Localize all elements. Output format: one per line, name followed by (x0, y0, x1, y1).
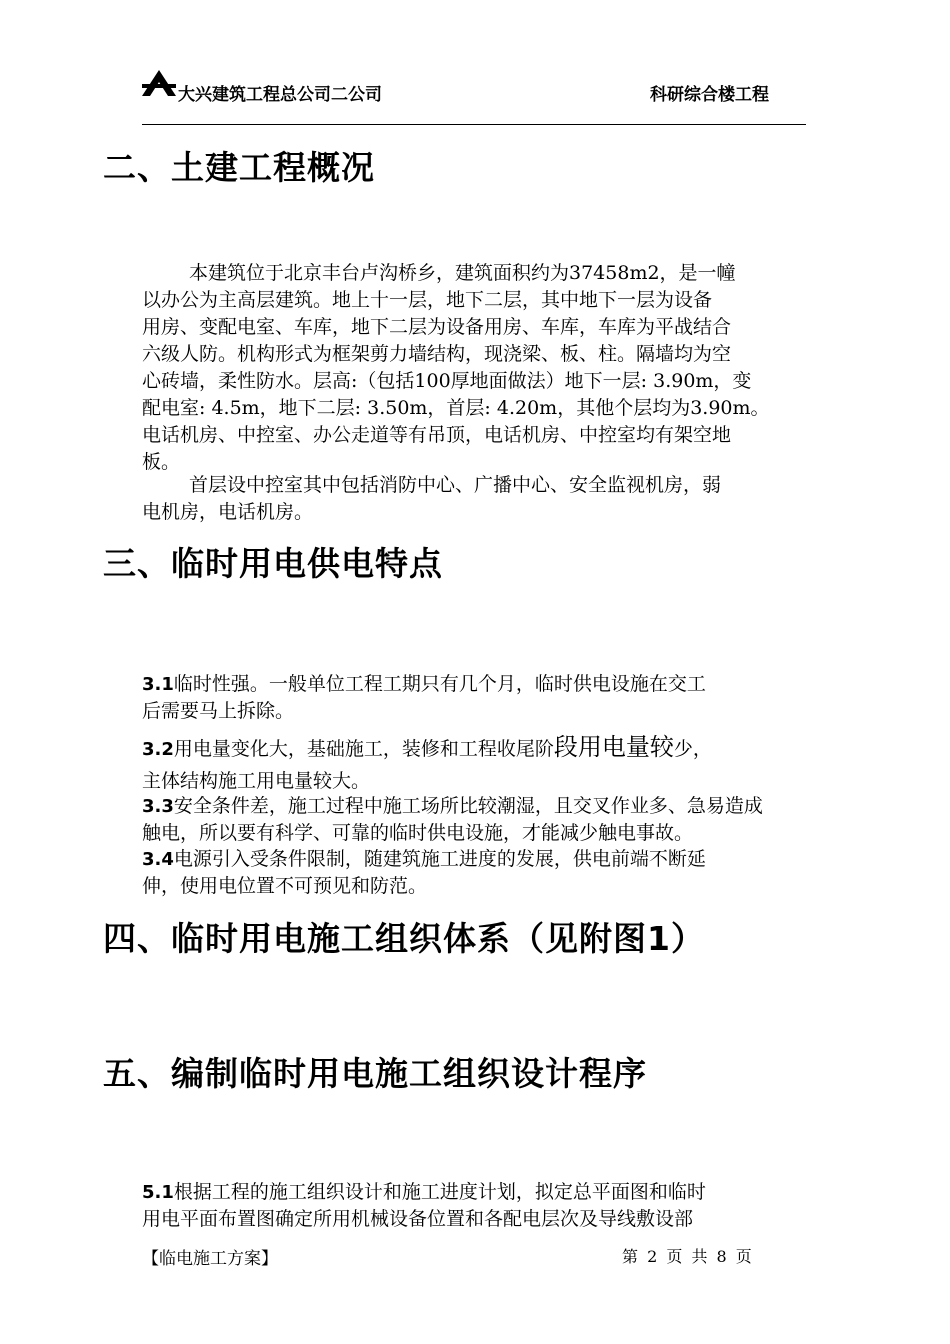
item-number: 3.2 (142, 739, 174, 760)
paragraph-line: 以办公为主高层建筑。地上十一层，地下二层，其中地下一层为设备 (142, 289, 713, 311)
section-heading-5: 五、编制临时用电施工组织设计程序 (103, 1054, 647, 1093)
section-heading-2: 二、土建工程概况 (103, 148, 375, 187)
item-text: 安全条件差，施工过程中施工场所比较潮湿，且交叉作业多、急易造成 (173, 795, 763, 817)
item-text: 用电平面布置图确定所用机械设备位置和各配电层次及导线敷设部 (142, 1208, 694, 1230)
item-number: 3.4 (142, 849, 174, 870)
company-name: 大兴建筑工程总公司二公司 (178, 85, 382, 105)
paragraph-line: 用房、变配电室、车库，地下二层为设备用房、车库，车库为平战结合 (142, 316, 732, 338)
item-text: 主体结构施工用电量较大。 (142, 770, 371, 792)
item-text: 触电，所以要有科学、可靠的临时供电设施，才能减少触电事故。 (142, 822, 694, 844)
item-number: 3.1 (142, 674, 174, 695)
item-text: 电源引入受条件限制，随建筑施工进度的发展，供电前端不断延 (173, 848, 706, 870)
paragraph-line: 配电室: 4.5m，地下二层: 3.50m，首层: 4.20m，其他个层均为3.90m。 (142, 397, 770, 419)
item-text: 根据工程的施工组织设计和施工进度计划，拟定总平面图和临时 (173, 1181, 706, 1203)
item-5-1 (142, 1179, 806, 1233)
item-number: 5.1 (142, 1182, 174, 1203)
item-3-1 (142, 671, 806, 725)
item-text: 少， (673, 738, 712, 760)
item-3-4 (142, 846, 806, 900)
item-text-large: 段用电量较 (553, 733, 674, 761)
item-text: 临时性强。一般单位工程工期只有几个月，临时供电设施在交工 (173, 673, 706, 695)
footer-page-number: 第 2 页 共 8 页 (622, 1247, 752, 1266)
paragraph-line: 板。 (142, 451, 181, 473)
paragraph-line: 六级人防。机构形式为框架剪力墙结构，现浇梁、板、柱。隔墙均为空 (142, 343, 732, 365)
section-2-paragraph-1 (142, 260, 806, 476)
item-text: 用电量变化大，基础施工，装修和工程收尾阶 (173, 738, 554, 760)
paragraph-line: 电机房，电话机房。 (142, 501, 314, 523)
paragraph-line: 电话机房、中控室、办公走道等有吊顶，电话机房、中控室均有架空地 (142, 424, 732, 446)
item-number: 3.3 (142, 796, 174, 817)
header-divider (142, 124, 806, 125)
item-3-2 (142, 734, 806, 795)
paragraph-line: 本建筑位于北京丰台卢沟桥乡，建筑面积约为37458m2，是一幢 (189, 262, 736, 284)
footer-document-name: 【临电施工方案】 (142, 1249, 278, 1269)
project-name: 科研综合楼工程 (650, 85, 769, 105)
item-3-3 (142, 793, 806, 847)
company-logo-icon (142, 70, 176, 96)
item-text: 后需要马上拆除。 (142, 700, 295, 722)
section-heading-3: 三、临时用电供电特点 (103, 544, 443, 583)
section-heading-4: 四、临时用电施工组织体系（见附图1） (103, 919, 705, 958)
paragraph-line: 首层设中控室其中包括消防中心、广播中心、安全监视机房，弱 (189, 474, 722, 496)
paragraph-line: 心砖墙，柔性防水。层高:（包括100厚地面做法）地下一层: 3.90m，变 (142, 370, 752, 392)
item-text: 伸，使用电位置不可预见和防范。 (142, 875, 428, 897)
section-2-paragraph-2 (142, 472, 806, 526)
